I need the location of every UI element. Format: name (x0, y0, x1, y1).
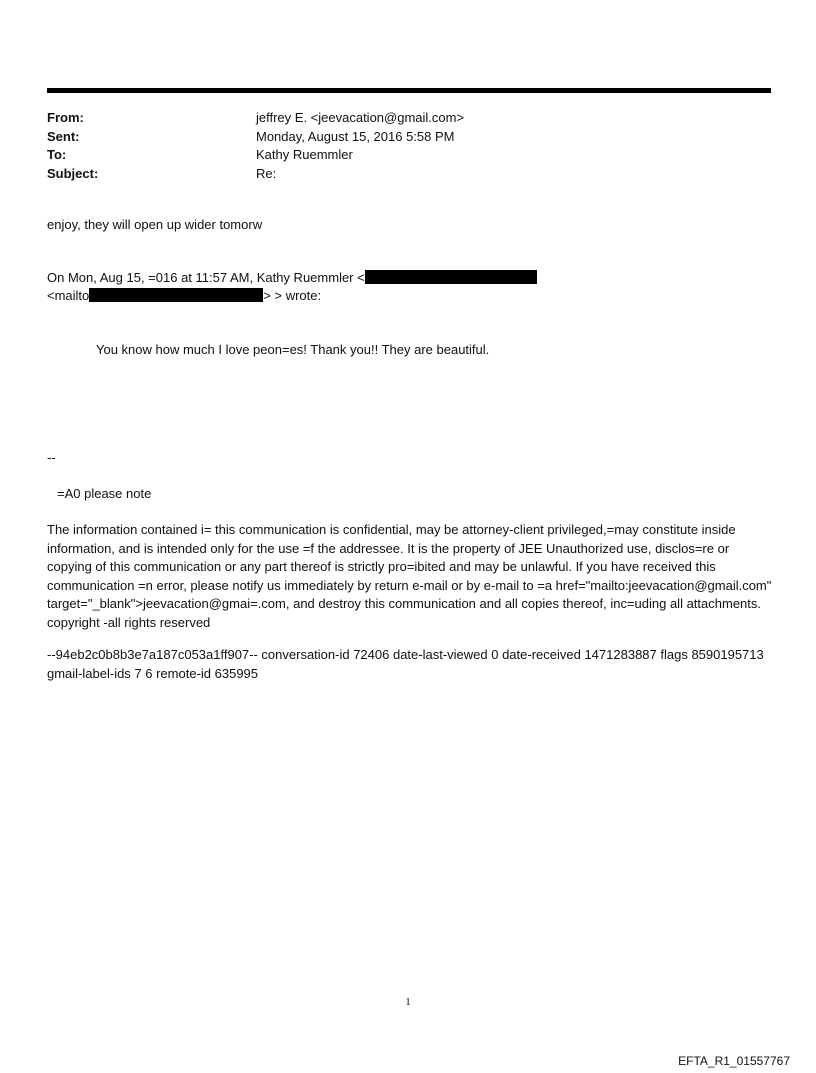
page-number: 1 (405, 996, 411, 1008)
quote-intro-text: On Mon, Aug 15, =016 at 11:57 AM, Kathy Ruemmler < (47, 270, 365, 285)
signature-dashes: -- (47, 450, 56, 465)
redaction-bar (89, 288, 263, 302)
reply-text: enjoy, they will open up wider tomorw (47, 217, 263, 232)
subject-value: Re: (256, 165, 277, 181)
sent-value: Monday, August 15, 2016 5:58 PM (256, 128, 455, 144)
quote-intro-line-2 (47, 287, 772, 306)
redaction-bar (365, 270, 537, 284)
message-metadata: --94eb2c0b8b3e7a187c053a1ff907-- conversation-id 72406 date-last-viewed 0 date-received 1471283887 flags 8590195713 gmail-label-ids 7 6 remote-id 635995 (47, 647, 764, 681)
mailto-prefix: <mailto (47, 288, 90, 303)
header-rule (47, 88, 771, 93)
quote-intro-line-1 (47, 269, 772, 288)
from-label: From: (47, 110, 84, 125)
subject-label: Subject: (47, 165, 99, 181)
bates-number: EFTA_R1_01557767 (678, 1054, 790, 1068)
wrote-suffix: > > wrote: (263, 288, 322, 303)
signature-note: =A0 please note (57, 486, 152, 501)
disclaimer-paragraph: The information contained i= this communication is confidential, may be attorney-client privileged,=may constitute inside information, and is intended only for the use =f the addressee. It is the property of JEE Unauthorized use, disclos=re or copying of this communication or any part thereof is strictly pro=ibited and may be unlawful. If you have received this communication =n error, please notify us immediately by return e-mail or by e-mail to =a href="mailto:jeevacation@gmail.com" target="_blank">jeevacation@gmai=.com, and destroy this communication and all copies thereof, inc=uding all attachments. copyright -all rights reserved (47, 522, 772, 630)
sent-label: Sent: (47, 128, 80, 144)
to-label: To: (47, 147, 67, 162)
quoted-message: You know how much I love peon=es! Thank you!! They are beautiful. (96, 342, 490, 357)
to-value: Kathy Ruemmler (256, 147, 353, 162)
from-value: jeffrey E. <jeevacation@gmail.com> (256, 110, 465, 125)
